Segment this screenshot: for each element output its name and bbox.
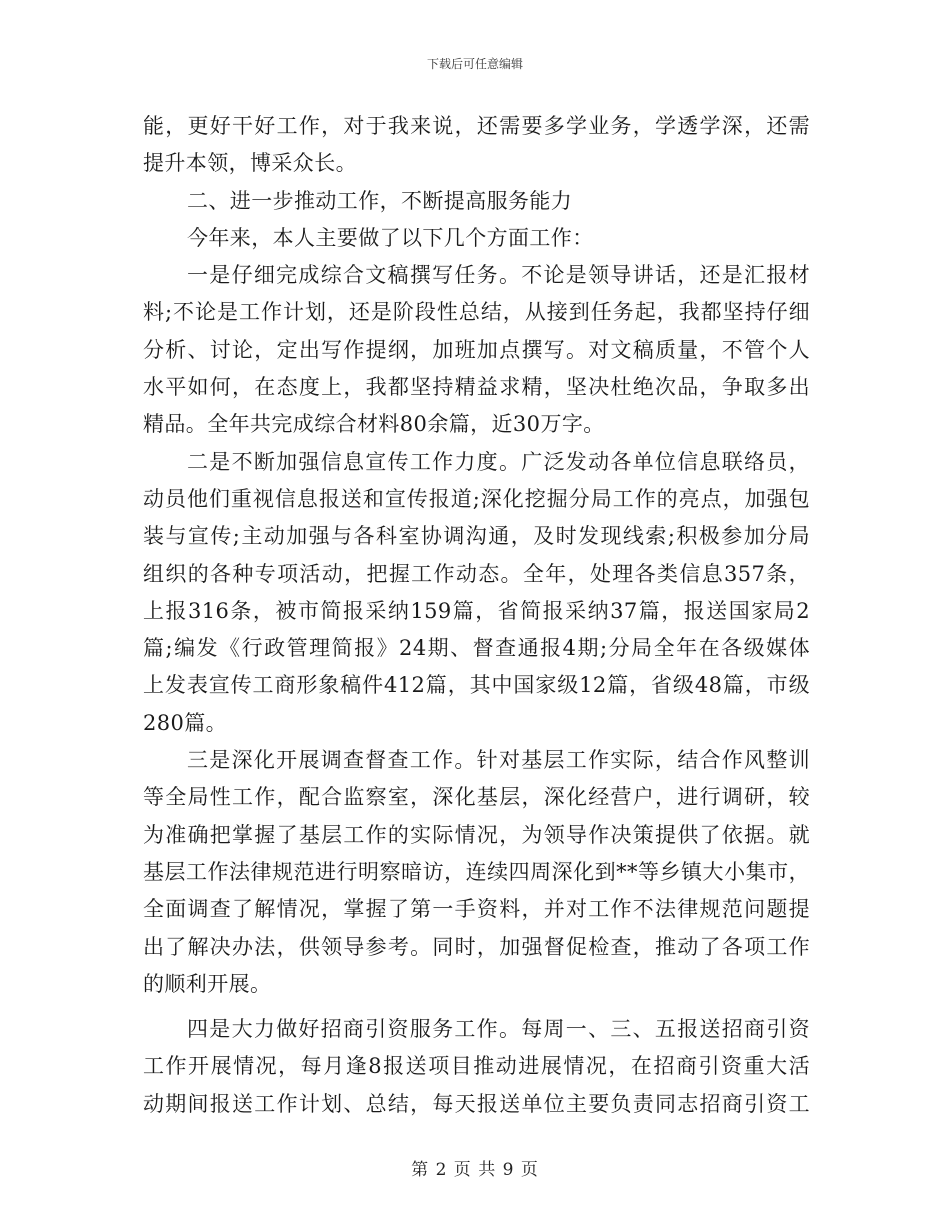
document-body — [143, 108, 810, 1123]
text-line: 装与宣传;主动加强与各科室协调沟通，及时发现线索;积极参加分局 — [143, 524, 810, 549]
text-line: 精品。全年共完成综合材料80余篇，近30万字。 — [143, 412, 605, 437]
paragraph-start: 一是仔细完成综合文稿撰写任务。不论是领导讲话，还是汇报材 — [187, 263, 810, 288]
text-line: 篇;编发《行政管理简报》24期、督查通报4期;分局全年在各级媒体 — [143, 636, 810, 661]
text-line: 能，更好干好工作，对于我来说，还需要多学业务，学透学深，还需 — [143, 114, 810, 138]
text-line: 的顺利开展。 — [143, 971, 272, 996]
paragraph-start: 三是深化开展调查督查工作。针对基层工作实际，结合作风整训 — [187, 748, 810, 773]
text-line: 提升本领，博采众长。 — [143, 151, 357, 176]
text-line: 动期间报送工作计划、总结，每天报送单位主要负责同志招商引资工 — [143, 1091, 810, 1116]
text-line: 水平如何，在态度上，我都坚持精益求精，坚决杜绝次品，争取多出 — [143, 375, 810, 400]
section-heading: 二、进一步推动工作，不断提高服务能力 — [187, 188, 573, 213]
page-number: 第 2 页 共 9 页 — [411, 1160, 539, 1180]
paragraph-start: 四是大力做好招商引资服务工作。每周一、三、五报送招商引资 — [187, 1017, 810, 1042]
text-line: 基层工作法律规范进行明察暗访，连续四周深化到**等乡镇大小集市， — [143, 859, 810, 884]
text-line: 280篇。 — [143, 710, 228, 735]
text-line: 出了解决办法，供领导参考。同时，加强督促检查，推动了各项工作 — [143, 934, 810, 959]
text-line: 动员他们重视信息报送和宣传报道;深化挖掘分局工作的亮点，加强包 — [143, 486, 810, 511]
text-line: 上发表宣传工商形象稿件412篇，其中国家级12篇，省级48篇，市级 — [143, 673, 810, 698]
text-line: 全面调查了解情况，掌握了第一手资料，并对工作不法律规范问题提 — [143, 897, 810, 922]
header-note: 下载后可任意编辑 — [426, 57, 523, 71]
text-line: 组织的各种专项活动，把握工作动态。全年，处理各类信息357条， — [143, 561, 810, 586]
paragraph-start: 二是不断加强信息宣传工作力度。广泛发动各单位信息联络员， — [187, 449, 810, 474]
text-line: 上报316条，被市简报采纳159篇，省简报采纳37篇，报送国家局2 — [143, 598, 810, 623]
text-line: 为准确把掌握了基层工作的实际情况，为领导作决策提供了依据。就 — [143, 822, 810, 847]
text-line: 分析、讨论，定出写作提纲，加班加点撰写。对文稿质量，不管个人 — [143, 337, 810, 362]
text-line: 料;不论是工作计划，还是阶段性总结，从接到任务起，我都坚持仔细 — [143, 300, 810, 325]
text-line: 今年来，本人主要做了以下几个方面工作： — [187, 225, 594, 250]
text-line: 等全局性工作，配合监察室，深化基层，深化经营户，进行调研，较 — [143, 785, 810, 810]
text-line: 工作开展情况，每月逢8报送项目推动进展情况，在招商引资重大活 — [143, 1054, 810, 1079]
